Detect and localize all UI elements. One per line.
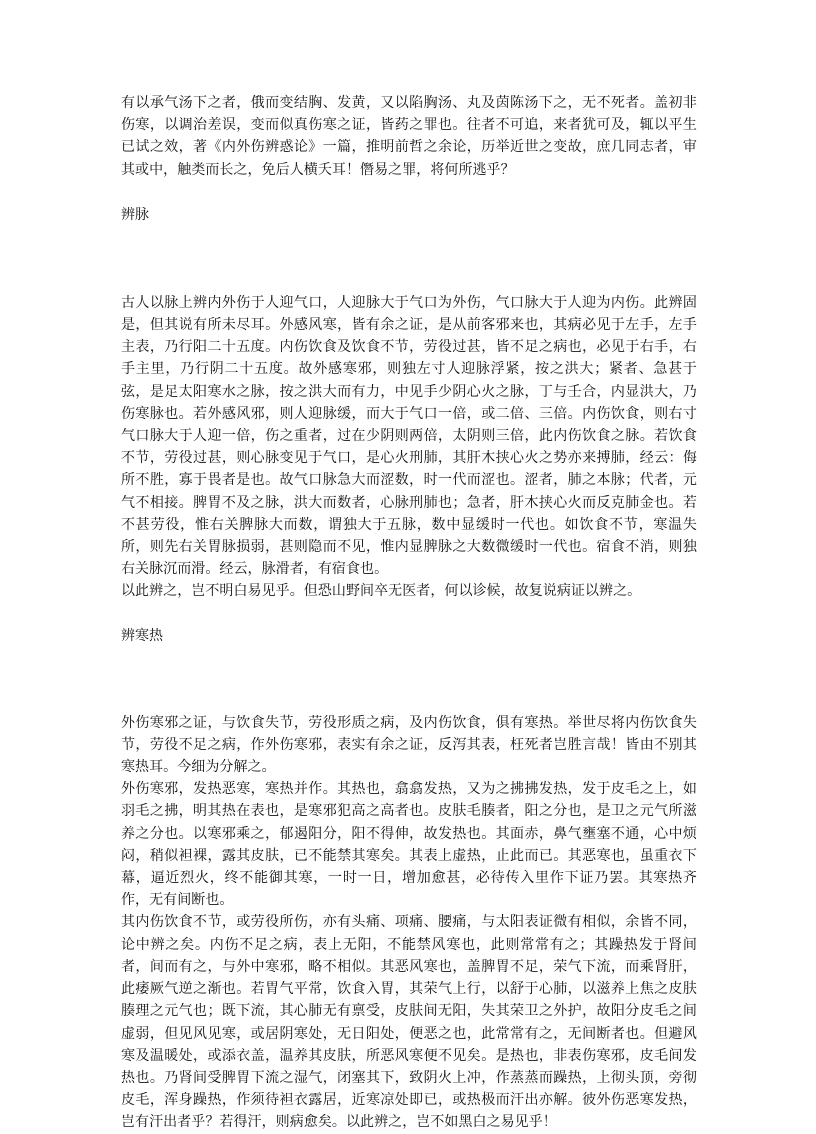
- cold-heat-paragraph-1: 外伤寒邪之证，与饮食失节，劳役形质之病，及内伤饮食，俱有寒热。举世尽将内伤饮食失节，劳役不足之病，作外伤寒邪，表实有余之证，反泻其表，枉死者岂胜言哉！皆由不别其寒热耳。今细为分解之。: [121, 714, 697, 776]
- section-heading-pulse: 辨脉: [121, 206, 149, 223]
- cold-heat-paragraph-3: 其内伤饮食不节，或劳役所伤，亦有头痛、项痛、腰痛，与太阳表证微有相似，余皆不同，论中辨之矣。内伤不足之病，表上无阳，不能禁风寒也，此则常常有之；其躁热发于肾间者，间而有之，与外中寒邪，略不相似。其恶风寒也，盖脾胃不足，荣气下流，而乘肾肝，此痿厥气逆之渐也。若胃气平常，饮食入胃，其荣气上行，以舒于心肺，以滋养上焦之皮肤腠理之元气也；既下流，其心肺无有禀受，皮肤间无阳，失其荣卫之外护，故阳分皮毛之间虚弱，但见风见寒，或居阴寒处，无日阳处，便恶之也，此常常有之，无间断者也。但避风寒及温暖处，或添衣盖，温养其皮肤，所恶风寒便不见矣。是热也，非表伤寒邪，皮毛间发热也。乃肾间受脾胃下流之湿气，闭塞其下，致阴火上冲，作蒸蒸而躁热，上彻头顶，旁彻皮毛，浑身躁热，作须待袒衣露居，近寒凉处即已，或热极而汗出亦解。彼外伤恶寒发热，岂有汗出者乎？若得汗，则病愈矣。以此辨之，岂不如黑白之易见乎！: [121, 914, 697, 1131]
- pulse-closing-paragraph: 以此辨之，岂不明白易见乎。但恐山野间卒无医者，何以诊候，故复说病证以辨之。: [121, 583, 642, 600]
- cold-heat-paragraph-2: 外伤寒邪，发热恶寒，寒热并作。其热也，翕翕发热，又为之拂拂发热，发于皮毛之上，如羽毛之拂，明其热在表也，是寒邪犯高之高者也。皮肤毛腠者，阳之分也，是卫之元气所滋养之分也。以寒邪乘之，郁遏阳分，阳不得伸，故发热也。其面赤，鼻气壅塞不通，心中烦闷，稍似袒裸，露其皮肤，已不能禁其寒矣。其表上虚热，止此而已。其恶寒也，虽重衣下幕，逼近烈火，终不能御其寒，一时一日，增加愈甚，必待传入里作下证乃罢。其寒热齐作，无有间断也。: [121, 781, 697, 909]
- pulse-main-paragraph: 古人以脉上辨内外伤于人迎气口，人迎脉大于气口为外伤，气口脉大于人迎为内伤。此辨固是，但其说有所未尽耳。外感风寒，皆有余之证，是从前客邪来也，其病必见于左手，左手主表，乃行阳二十五度。内伤饮食及饮食不节，劳役过甚，皆不足之病也，必见于右手，右手主里，乃行阴二十五度。故外感寒邪，则独左寸人迎脉浮紧，按之洪大；紧者、急甚于弦，是足太阳寒水之脉，按之洪大而有力，中见手少阴心火之脉，丁与壬合，内显洪大，乃伤寒脉也。若外感风邪，则人迎脉缓，而大于气口一倍，或二倍、三倍。内伤饮食，则右寸气口脉大于人迎一倍，伤之重者，过在少阴则两倍，太阴则三倍，此内伤饮食之脉。若饮食不节，劳役过甚，则心脉变见于气口，是心火刑肺，其肝木挟心火之势亦来搏肺，经云：侮所不胜，寡于畏者是也。故气口脉急大而涩数，时一代而涩也。涩者，肺之本脉；代者，元气不相接。脾胃不及之脉，洪大而数者，心脉刑肺也；急者，肝木挟心火而反克肺金也。若不甚劳役，惟右关脾脉大而数，谓独大于五脉，数中显缓时一代也。如饮食不节，寒温失所，则先右关胃脉损弱，甚则隐而不见，惟内显脾脉之大数微缓时一代也。宿食不消，则独右关脉沉而滑。经云，脉滑者，有宿食也。: [121, 294, 697, 578]
- document-page: [121, 92, 697, 1134]
- intro-paragraph: 有以承气汤下之者，俄而变结胸、发黄，又以陷胸汤、丸及茵陈汤下之，无不死者。盖初非伤寒，以调治差误，变而似真伤寒之证，皆药之罪也。往者不可追，来者犹可及，辄以平生已试之效，著《内外伤辨惑论》一篇，推明前哲之余论，历举近世之变故，庶几同志者，审其或中，触类而长之，免后人横夭耳！僭易之罪，将何所逃乎？: [121, 95, 697, 178]
- section-heading-cold-heat: 辨寒热: [121, 627, 163, 644]
